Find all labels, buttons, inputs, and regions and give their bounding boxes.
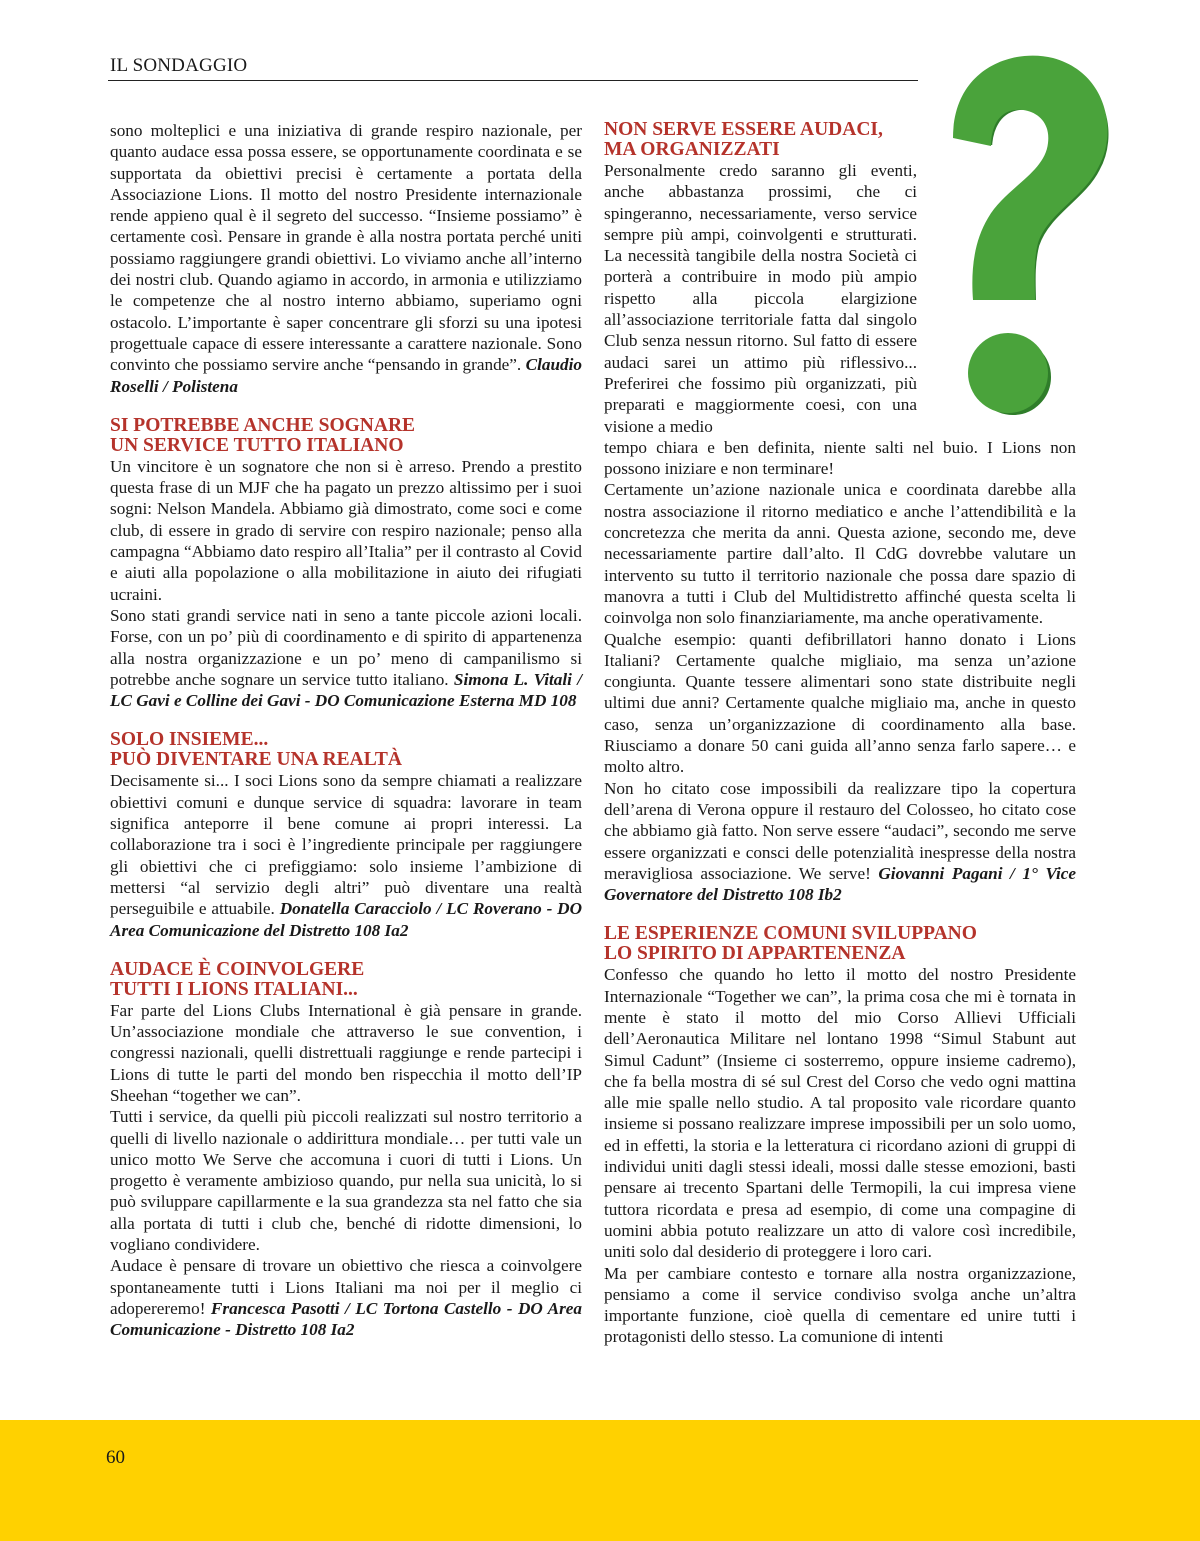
left-column [110,120,582,1341]
paragraph-narrow: Personalmente credo saranno gli eventi, anche abbastanza prossimi, che ci spingeranno, necessariamente, verso service sempre più ampi, coinvolgenti e strutturati. La necessità tangibile della nostra Società ci porterà a contribuire in modo più ampio rispetto alla piccola elargizione all’associazione territoriale fatta dal singolo Club senza nessun ritorno. Sul fatto di essere audaci sarei un attimo più riflessivo... Preferirei che fossimo più organizzati, più preparati e maggiormente coesi, con una visione a medio [604,161,917,436]
heading-audace: AUDACE È COINVOLGERE TUTTI I LIONS ITALIANI... [110,958,365,1000]
heading-non-serve: NON SERVE ESSERE AUDACI, MA ORGANIZZATI [604,119,883,160]
heading-sognare: SI POTREBBE ANCHE SOGNARE UN SERVICE TUTTO ITALIANO [110,414,416,456]
signature: Francesca Pasotti / LC Tortona Castello - DO Area Comunicazione - Distretto 108 Ia2 [110,1298,582,1340]
paragraph: Ma per cambiare contesto e tornare alla nostra organizzazione, pensiamo a come il service condiviso svolga anche un’altra importante funzione, cioè quella di cementare ed unire tutti i protagonisti dello stesso. La comunione di intenti [604,1263,1076,1347]
paragraph: Far parte del Lions Clubs International è già pensare in grande. Un’associazione mondiale che attraverso le sue convention, i congressi nazionali, quelli distrettuali raggiunge e rende partecipi i Lions di tutte le parti del mondo ben rispecchia il motto dell’IP Sheehan “together we can”. [110,1000,582,1105]
paragraph: Decisamente si... I soci Lions sono da sempre chiamati a realizzare obiettivi comuni e dunque service di squadra: lavorare in team significa anteporre il bene comune ai propri interessi. La collaborazione tra i soci è l’ingrediente principale per raggiungere gli obiettivi che ci prefiggiamo: solo insieme l’ambizione di mettersi “al servizio degli altri” può diventare una realtà perseguibile e attuabile. Donatella Caracciolo / LC Roverano - DO Area Comunicazione del Distretto 108 Ia2 [110,771,582,940]
paragraph: Audace è pensare di trovare un obiettivo che riesca a coinvolgere spontaneamente tutti i Lions Italiani ma noi per il meglio ci adopereremo! Francesca Pasotti / LC Tortona Castello - DO Area Comunicazione - Distretto 108 Ia2 [110,1256,582,1340]
paragraph: Un vincitore è un sognatore che non si è arreso. Prendo a prestito questa frase di un MJF che ha pagato un prezzo altissimo per i suoi sogni: Nelson Mandela. Abbiamo già dimostrato, come soci e come club, di essere in grado di servire con respiro nazionale; penso alla campagna “Abbiamo dato respiro all’Italia” per il contrasto al Covid e aiuti alla popolazione o alla mobilitazione in aiuto dei rifugiati ucraini. [110,456,583,604]
paragraph: Tutti i service, da quelli più piccoli realizzati sul nostro territorio a quelli di livello nazionale o addirittura mondiale… per tutti vale un unico motto We Serve che accomuna i cuori di tutti i Lions. Un progetto è veramente ambizioso quando, pur nella sua unicità, lo si può sviluppare capillarmente e la sua grandezza sta nel fatto che sia alla portata di tutti i club che, benché di ridotte dimensioni, lo vogliano condividere. [110,1107,582,1255]
intro-paragraph: sono molteplici e una iniziativa di grande respiro nazionale, per quanto audace essa possa essere, se opportunamente coordinata e se supportata da obiettivi precisi è certamente a portata della Associazione Lions. Il motto del nostro Presidente internazionale rende appieno qual è il segreto del successo. “Insieme possiamo” è certamente così. Pensare in grande è alla nostra portata perché uniti possiamo raggiungere grandi obiettivi. Lo viviamo anche all’interno dei nostri club. Quando agiamo in accordo, in armonia e utilizziamo le competenze che al nostro interno abbiamo, superiamo ogni ostacolo. L’importante è saper concentrare gli sforzi su una ipotesi progettuale capace di essere interessante a carattere nazionale. Sono convinto che possiamo servire anche “pensando in grande”. Claudio Roselli / Polistena [110,121,582,396]
signature: Giovanni Pagani / 1° Vice Governatore del Distretto 108 Ib2 [604,863,1076,905]
paragraph: Non ho citato cose impossibili da realizzare tipo la copertura dell’arena di Verona oppure il restauro del Colosseo, ho citato cose che abbiamo già fatto. Non serve essere “audaci”, secondo me serve essere organizzati e consci delle potenzialità inespresse della nostra meravigliosa associazione. We serve! Giovanni Pagani / 1° Vice Governatore del Distretto 108 Ib2 [604,778,1076,905]
header-rule [108,80,918,81]
section-label: IL SONDAGGIO [110,55,248,76]
page-number: 60 [106,1447,125,1468]
paragraph: Sono stati grandi service nati in seno a tante piccole azioni locali. Forse, con un po’ più di coordinamento e di spirito di appartenenza alla nostra organizzazione e un po’ meno di campanilismo si potrebbe anche sognare un service tutto italiano. Simona L. Vitali / LC Gavi e Colline dei Gavi - DO Comunicazione Esterna MD 108 [110,605,582,711]
heading-esperienze: LE ESPERIENZE COMUNI SVILUPPANO LO SPIRITO DI APPARTENENZA [604,923,977,965]
paragraph: Qualche esempio: quanti defibrillatori hanno donato i Lions Italiani? Certamente qualche migliaio, ma senza un’azione congiunta. Quante tessere alimentari sono state distribuite negli ultimi due anni? Certamente qualche migliaio ma, anche in questo caso, senza un’organizzazione di coordinamento alla base. Riusciamo a donare 50 cani guida all’anno senza farlo sapere… e molto altro. [604,629,1076,777]
right-column [604,120,1076,1348]
paragraph: Confesso che quando ho letto il motto del nostro Presidente Internazionale “Together we can”, la prima cosa che mi è tornata in mente è stato il motto del mio Corso Allievi Ufficiali dell’Aeronautica Militare nel lontano 1998 “Simul Stabunt aut Simul Cadunt” (Insieme ci sosterremo, oppure insieme cadremo), che fa bella mostra di sé sul Crest del Corso che vedo ogni mattina alle mie spalle nello studio. A tal proposito vale ricordare quanto insieme si possano realizzare imprese impossibili per un solo uomo, ed in effetti, la storia e la letteratura ci ricordano azioni di gruppi di individui uniti dagli stessi ideali, mossi dalle stesse emozioni, basti pensare ai trecento Spartani delle Termopili, la cui impresa viene tuttora ricordata e presa ad esempio, di come una compagine di uomini abbia potuto realizzare un atto di valore così incredibile, uniti solo dal desiderio di proteggere i loro cari. [604,965,1076,1262]
signature: Donatella Caracciolo / LC Roverano - DO Area Comunicazione del Distretto 108 Ia2 [110,899,582,940]
signature: Claudio Roselli / Polistena [110,355,582,396]
signature: Simona L. Vitali / LC Gavi e Colline dei Gavi - DO Comunicazione Esterna MD 108 [110,669,582,711]
paragraph: Certamente un’azione nazionale unica e coordinata darebbe alla nostra associazione il ritorno mediatico e anche l’attendibilità e la concretezza che merita da anni. Questa azione, secondo me, deve necessariamente partire dall’alto. Il CdG dovrebbe valutare un intervento su tutto il territorio nazionale che possa dare spazio di manovra a tutti i Club del Multidistretto affinché questa scelta li coinvolga non solo finanziariamente, ma anche operativamente. [604,480,1076,628]
heading-solo-insieme: SOLO INSIEME... PUÒ DIVENTARE UNA REALTÀ [110,729,403,771]
footer-band [0,1420,1200,1541]
paragraph: tempo chiara e ben definita, niente salti nel buio. I Lions non possono iniziare e non terminare! [604,437,1076,479]
